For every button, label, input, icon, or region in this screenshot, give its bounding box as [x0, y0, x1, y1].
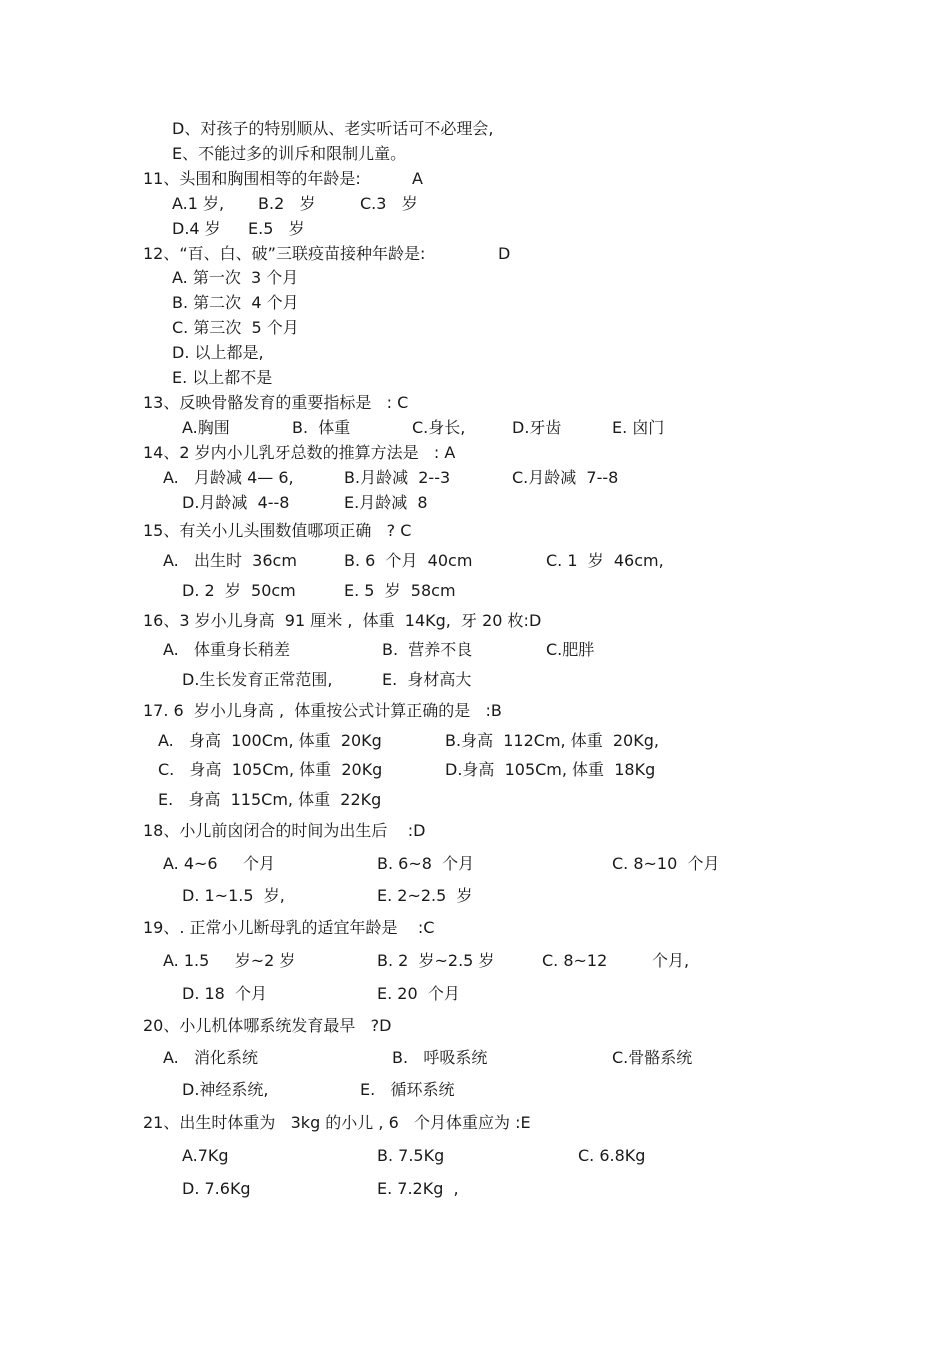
question-19-option-e: E. 20 个月: [377, 984, 460, 1003]
question-13-option-b: B. 体重: [292, 418, 351, 437]
question-18-option-a: A. 4~6 个月: [163, 854, 276, 873]
question-15-option-d: D. 2 岁 50cm: [182, 581, 296, 600]
option-d-carryover: D、对孩子的特别顺从、老实听话可不必理会,: [172, 119, 494, 138]
question-21-option-d: D. 7.6Kg: [182, 1179, 251, 1198]
question-19-option-d: D. 18 个月: [182, 984, 268, 1003]
question-21-option-a: A.7Kg: [182, 1146, 229, 1165]
question-14-option-b: B.月龄减 2--3: [344, 468, 451, 487]
question-21-stem: 21、出生时体重为 3kg 的小儿 , 6 个月体重应为 :E: [143, 1113, 531, 1132]
question-21-option-e: E. 7.2Kg ,: [377, 1179, 459, 1198]
question-15-option-a: A. 出生时 36cm: [163, 551, 297, 570]
question-18-option-b: B. 6~8 个月: [377, 854, 475, 873]
question-17-option-b: B.身高 112Cm, 体重 20Kg,: [445, 731, 659, 750]
question-13-stem: 13、反映骨骼发育的重要指标是 : C: [143, 393, 409, 412]
question-13-option-a: A.胸围: [182, 418, 230, 437]
question-17-option-a: A. 身高 100Cm, 体重 20Kg: [158, 731, 382, 750]
question-14-option-d: D.月龄减 4--8: [182, 493, 290, 512]
question-20-option-c: C.骨骼系统: [612, 1048, 693, 1067]
question-11-option-e: E.5 岁: [248, 219, 305, 238]
question-21-option-c: C. 6.8Kg: [578, 1146, 646, 1165]
question-13-option-d: D.牙齿: [512, 418, 562, 437]
question-18-option-e: E. 2~2.5 岁: [377, 886, 473, 905]
question-11-option-d: D.4 岁: [172, 219, 221, 238]
question-17-stem: 17. 6 岁小儿身高 , 体重按公式计算正确的是 :B: [143, 701, 502, 720]
question-20-option-d: D.神经系统,: [182, 1080, 269, 1099]
question-19-option-c-unit: 个月,: [652, 951, 690, 970]
question-17-option-d: D.身高 105Cm, 体重 18Kg: [445, 760, 656, 779]
question-20-option-e: E. 循环系统: [360, 1080, 455, 1099]
question-20-stem: 20、小儿机体哪系统发育最早 ?D: [143, 1016, 392, 1035]
question-18-option-d: D. 1~1.5 岁,: [182, 886, 285, 905]
question-11-option-b: B.2 岁: [258, 194, 316, 213]
question-19-option-a: A. 1.5 岁~2 岁: [163, 951, 296, 970]
question-15-option-e: E. 5 岁 58cm: [344, 581, 456, 600]
question-13-option-e: E. 囟门: [612, 418, 665, 437]
question-17-option-e: E. 身高 115Cm, 体重 22Kg: [158, 790, 382, 809]
question-19-option-c: C. 8~12: [542, 951, 608, 970]
question-14-option-e: E.月龄减 8: [344, 493, 428, 512]
question-19-stem: 19、. 正常小儿断母乳的适宜年龄是 :C: [143, 918, 435, 937]
question-11-option-c: C.3 岁: [360, 194, 418, 213]
question-15-option-b: B. 6 个月 40cm: [344, 551, 473, 570]
question-20-option-b: B. 呼吸系统: [392, 1048, 488, 1067]
question-13-option-c: C.身长,: [412, 418, 466, 437]
question-11-stem: 11、头围和胸围相等的年龄是:: [143, 169, 361, 188]
question-16-option-b: B. 营养不良: [382, 640, 473, 659]
question-15-stem: 15、有关小儿头围数值哪项正确 ? C: [143, 521, 412, 540]
question-12-stem: 12、“百、白、破”三联疫苗接种年龄是:: [143, 244, 426, 263]
question-12-option-a: A. 第一次 3 个月: [172, 268, 299, 287]
question-16-option-d: D.生长发育正常范围,: [182, 670, 333, 689]
question-12-answer: D: [498, 244, 511, 263]
question-12-option-b: B. 第二次 4 个月: [172, 293, 299, 312]
question-16-option-e: E. 身材高大: [382, 670, 472, 689]
question-19-option-b: B. 2 岁~2.5 岁: [377, 951, 495, 970]
question-14-option-a: A. 月龄减 4— 6,: [163, 468, 294, 487]
question-18-stem: 18、小儿前囟闭合的时间为出生后 :D: [143, 821, 426, 840]
question-14-stem: 14、2 岁内小儿乳牙总数的推算方法是 : A: [143, 443, 456, 462]
question-20-option-a: A. 消化系统: [163, 1048, 259, 1067]
question-18-option-c: C. 8~10 个月: [612, 854, 720, 873]
option-e-carryover: E、不能过多的训斥和限制儿童。: [172, 144, 407, 163]
question-11-option-a: A.1 岁,: [172, 194, 225, 213]
question-16-option-c: C.肥胖: [546, 640, 595, 659]
question-16-option-a: A. 体重身长稍差: [163, 640, 291, 659]
question-12-option-d: D. 以上都是,: [172, 343, 264, 362]
question-15-option-c: C. 1 岁 46cm,: [546, 551, 664, 570]
question-12-option-c: C. 第三次 5 个月: [172, 318, 299, 337]
question-12-option-e: E. 以上都不是: [172, 368, 273, 387]
question-17-option-c: C. 身高 105Cm, 体重 20Kg: [158, 760, 383, 779]
question-21-option-b: B. 7.5Kg: [377, 1146, 445, 1165]
question-11-answer: A: [412, 169, 423, 188]
question-16-stem: 16、3 岁小儿身高 91 厘米 , 体重 14Kg, 牙 20 枚:D: [143, 611, 542, 630]
question-14-option-c: C.月龄减 7--8: [512, 468, 619, 487]
